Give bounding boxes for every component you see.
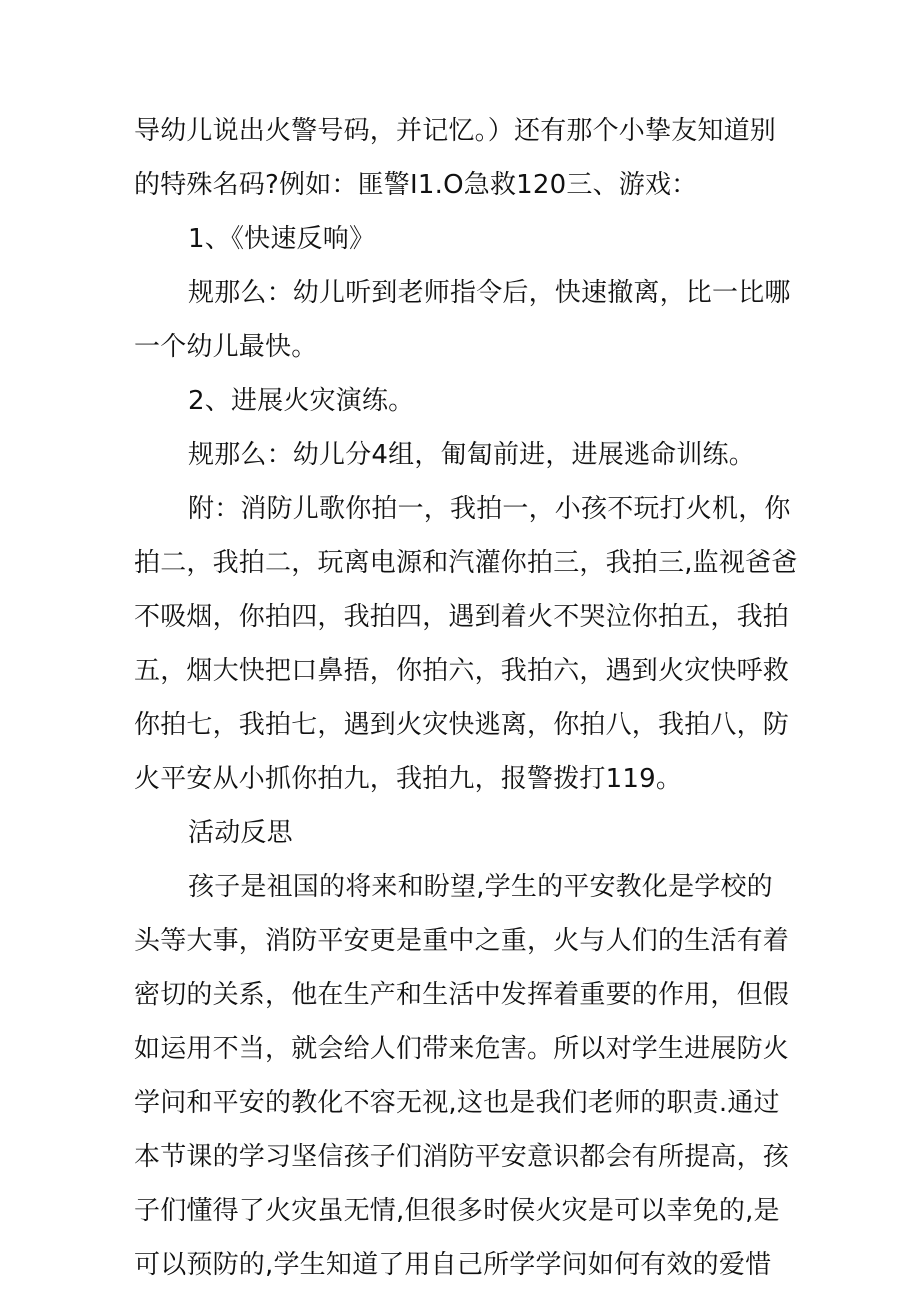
text-line: 学问和平安的教化不容无视,这也是我们老师的职责.通过 (134, 1088, 780, 1118)
text-line: 附：消防儿歌你拍一，我拍一，小孩不玩打火机，你 (188, 494, 791, 524)
list-item-heading: 1、《快速反响》 (188, 224, 376, 254)
text-line: 一个幼儿最快。 (134, 332, 318, 362)
text-line: 你拍七，我拍七，遇到火灾快逃离，你拍八，我拍八，防 (134, 710, 790, 740)
text-line: 孩子是祖国的将来和盼望,学生的平安教化是学校的 (188, 872, 773, 902)
text-line: 本节课的学习坚信孩子们消防平安意识都会有所提高，孩 (134, 1142, 790, 1172)
section-heading: 活动反思 (188, 818, 293, 848)
text-line: 五，烟大快把口鼻捂，你拍六，我拍六，遇到火灾快呼救 (134, 656, 790, 686)
text-line: 的特殊名码?例如：匪警I1.O急救120三、游戏： (134, 170, 698, 200)
text-line: 子们懂得了火灾虽无情,但很多时侯火灾是可以幸免的,是 (134, 1196, 780, 1226)
text-line: 如运用不当，就会给人们带来危害。所以对学生进展防火 (134, 1034, 790, 1064)
text-line: 密切的关系，他在生产和生活中发挥着重要的作用，但假 (134, 980, 790, 1010)
text-line: 火平安从小抓你拍九，我拍九，报警拨打119。 (134, 764, 683, 794)
text-line: 拍二，我拍二，玩离电源和汽灌你拍三，我拍三,监视爸爸 (134, 548, 798, 578)
text-line: 规那么：幼儿分4组，匍匐前进，进展逃命训练。 (188, 440, 755, 470)
document-body (134, 104, 798, 1292)
text-line: 可以预防的,学生知道了用自己所学学问如何有效的爱惜 (134, 1250, 772, 1280)
text-line: 不吸烟，你拍四，我拍四，遇到着火不哭泣你拍五，我拍 (134, 602, 790, 632)
text-line: 规那么：幼儿听到老师指令后，快速撤离，比一比哪 (188, 278, 791, 308)
list-item-heading: 2、进展火灾演练。 (188, 386, 415, 416)
text-line: 头等大事，消防平安更是重中之重，火与人们的生活有着 (134, 926, 790, 956)
text-line: 导幼儿说出火警号码，并记忆。）还有那个小挚友知道别 (134, 116, 777, 146)
